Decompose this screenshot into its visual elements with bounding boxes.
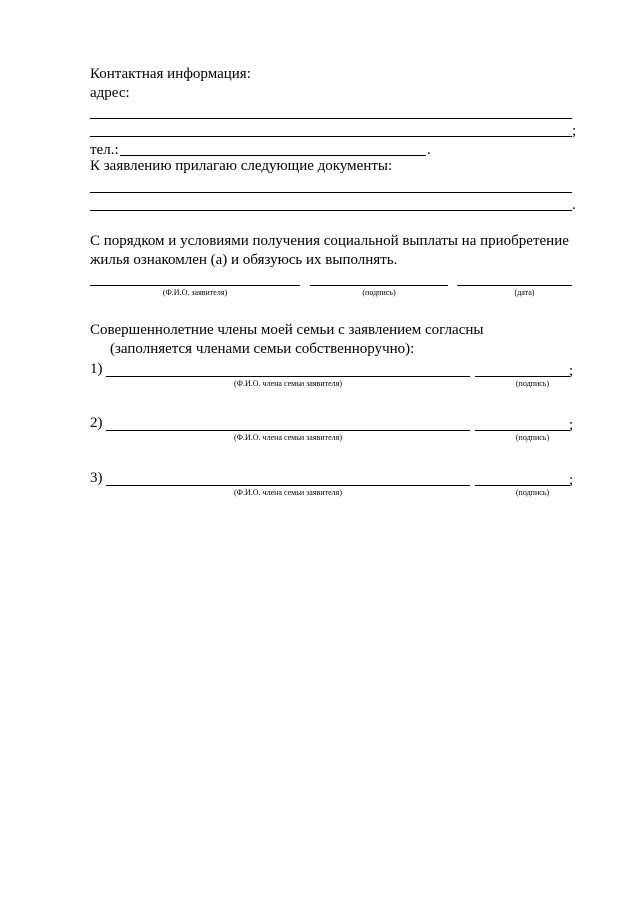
phone-line[interactable] bbox=[120, 155, 426, 156]
family-member-fio-line[interactable] bbox=[106, 485, 470, 486]
family-member-signature-line[interactable] bbox=[475, 430, 570, 431]
applicant-signature-caption: (подпись) bbox=[362, 288, 396, 297]
family-member-fio-caption: (Ф.И.О. члена семьи заявителя) bbox=[234, 379, 342, 388]
family-member-number: 2) bbox=[90, 415, 103, 431]
family-member-signature-caption: (подпись) bbox=[515, 488, 550, 497]
phone-label: тел.: bbox=[90, 142, 119, 158]
family-member-end-mark: ; bbox=[569, 472, 574, 488]
address-line-2[interactable] bbox=[90, 136, 572, 137]
family-member-fio-line[interactable] bbox=[106, 430, 470, 431]
address-line-1[interactable] bbox=[90, 118, 572, 119]
family-member-signature-caption: (подпись) bbox=[515, 433, 550, 442]
family-member-fio-line[interactable] bbox=[106, 376, 470, 377]
family-member-number: 1) bbox=[90, 361, 103, 377]
attachments-line-2[interactable] bbox=[90, 210, 572, 211]
attachments-line-1[interactable] bbox=[90, 192, 572, 193]
family-member-fio-caption: (Ф.И.О. члена семьи заявителя) bbox=[234, 488, 342, 497]
family-member-signature-line[interactable] bbox=[475, 376, 570, 377]
applicant-signature-line[interactable] bbox=[310, 285, 448, 286]
applicant-fio-caption: (Ф.И.О. заявителя) bbox=[162, 288, 228, 297]
address-end-mark: ; bbox=[572, 123, 577, 139]
consent-text-line-1: С порядком и условиями получения социальной выплаты на приобретение bbox=[90, 233, 569, 249]
family-consent-line-2: (заполняется членами семьи собственноручно): bbox=[110, 341, 415, 357]
consent-text-line-2: жилья ознакомлен (а) и обязуюсь их выполнять. bbox=[90, 252, 398, 268]
attachments-label: К заявлению прилагаю следующие документы: bbox=[90, 158, 393, 174]
family-member-fio-caption: (Ф.И.О. члена семьи заявителя) bbox=[234, 433, 342, 442]
applicant-fio-line[interactable] bbox=[90, 285, 300, 286]
applicant-date-caption: (дата) bbox=[514, 288, 535, 297]
family-member-signature-line[interactable] bbox=[475, 485, 570, 486]
phone-end-mark: . bbox=[427, 142, 431, 158]
family-member-end-mark: ; bbox=[569, 363, 574, 379]
family-member-end-mark: ; bbox=[569, 417, 574, 433]
address-label: адрес: bbox=[90, 85, 130, 101]
applicant-date-line[interactable] bbox=[457, 285, 572, 286]
attachments-end-mark: . bbox=[572, 197, 576, 213]
contact-heading: Контактная информация: bbox=[90, 66, 251, 82]
family-member-signature-caption: (подпись) bbox=[515, 379, 550, 388]
family-consent-line-1: Совершеннолетние члены моей семьи с заявлением согласны bbox=[90, 322, 484, 338]
family-member-number: 3) bbox=[90, 470, 103, 486]
